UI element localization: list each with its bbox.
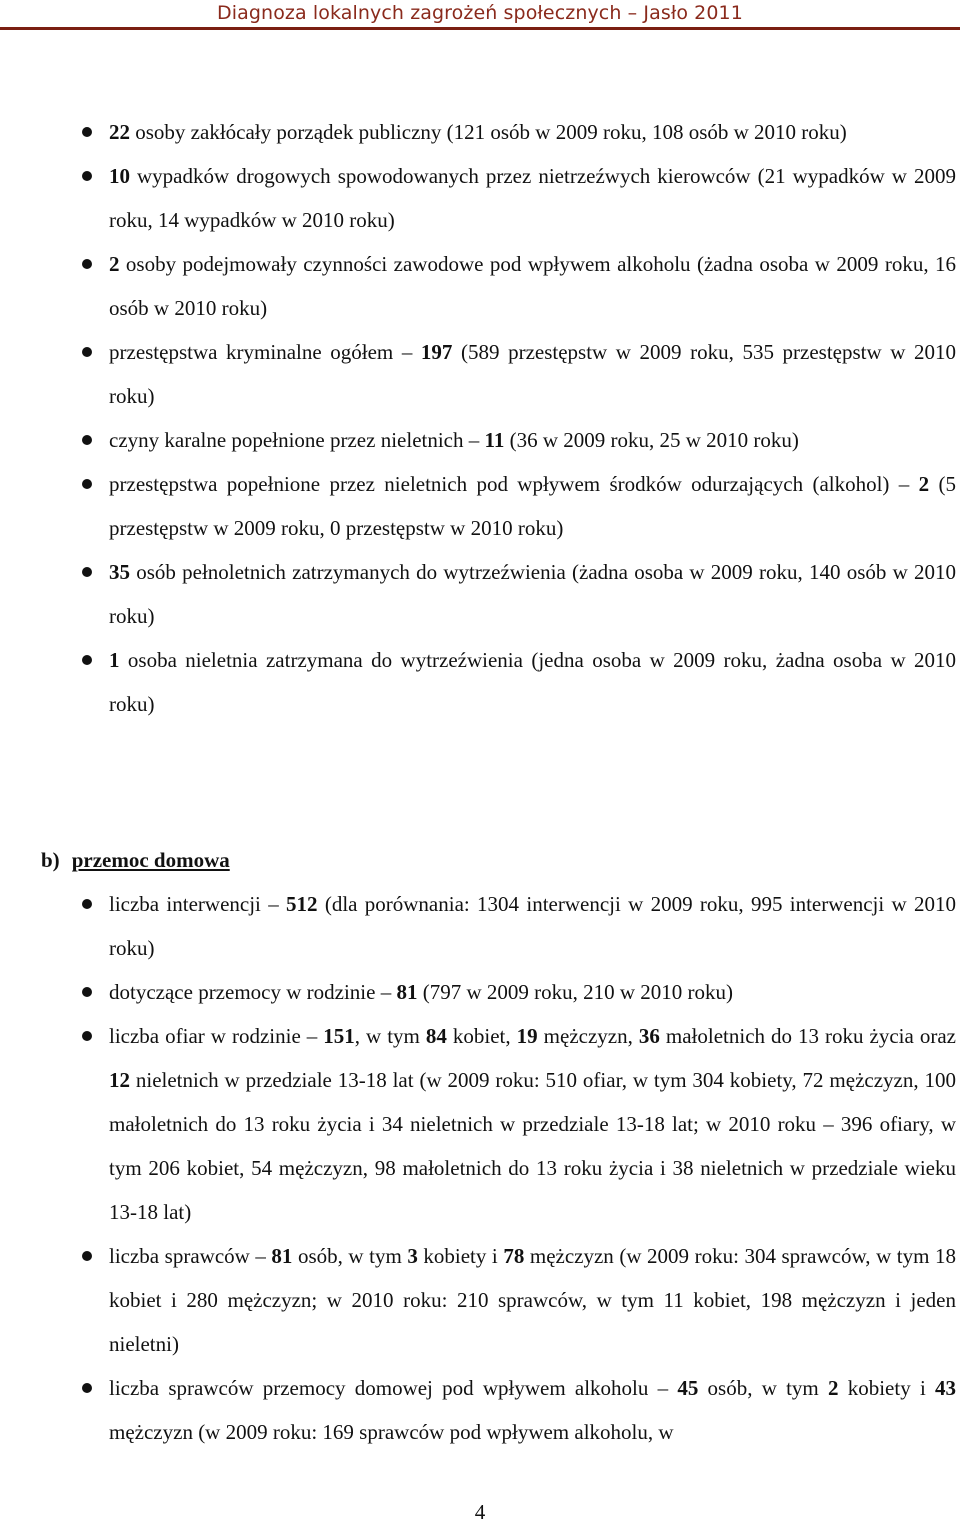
list-item bbox=[0, 1366, 960, 1454]
item-text: osoby zakłócały porządek publiczny (121 osób w 2009 roku, 108 osób w 2010 roku) bbox=[130, 120, 847, 144]
highlighted-number: 81 bbox=[396, 980, 418, 1004]
highlighted-number: 197 bbox=[420, 340, 453, 364]
item-text: przestępstwa popełnione przez nieletnich pod wpływem środków odurzających (alkohol) – bbox=[109, 472, 919, 496]
section-title: przemoc domowa bbox=[71, 848, 230, 872]
list-item bbox=[0, 638, 960, 726]
item-text: liczba interwencji – bbox=[109, 892, 287, 916]
item-text: przestępstwa kryminalne ogółem – bbox=[109, 340, 421, 364]
item-text: osób, w tym bbox=[292, 1244, 408, 1268]
bullet-icon bbox=[82, 259, 92, 269]
statistics-list bbox=[0, 110, 960, 726]
highlighted-number: 1 bbox=[109, 648, 120, 672]
highlighted-number: 10 bbox=[109, 164, 130, 188]
item-text: kobiet, bbox=[446, 1024, 517, 1048]
page-number: 4 bbox=[474, 1500, 486, 1524]
item-text: (dla porównania: 1304 interwencji w 2009 roku, 995 interwencji w 2010 roku) bbox=[109, 892, 956, 960]
highlighted-number: 45 bbox=[677, 1376, 699, 1400]
list-item bbox=[0, 418, 960, 462]
item-text: osoba nieletnia zatrzymana do wytrzeźwienia (jedna osoba w 2009 roku, żadna osoba w 2010 roku) bbox=[109, 648, 956, 716]
list-item bbox=[0, 970, 960, 1014]
highlighted-number: 2 bbox=[828, 1376, 839, 1400]
bullet-icon bbox=[82, 479, 92, 489]
item-text: mężczyzn, bbox=[537, 1024, 639, 1048]
highlighted-number: 512 bbox=[286, 892, 318, 916]
item-text: (589 przestępstw w 2009 roku, 535 przestępstw w 2010 roku) bbox=[109, 340, 956, 408]
highlighted-number: 43 bbox=[935, 1376, 956, 1400]
item-text: dotyczące przemocy w rodzinie – bbox=[109, 980, 397, 1004]
highlighted-number: 12 bbox=[109, 1068, 130, 1092]
bullet-icon bbox=[82, 655, 92, 665]
section-marker: b) bbox=[41, 848, 60, 872]
header-rule bbox=[0, 27, 960, 30]
bullet-icon bbox=[82, 347, 92, 357]
bullet-icon bbox=[82, 1251, 92, 1261]
bullet-icon bbox=[82, 567, 92, 577]
highlighted-number: 78 bbox=[503, 1244, 525, 1268]
highlighted-number: 35 bbox=[109, 560, 130, 584]
highlighted-number: 151 bbox=[323, 1024, 355, 1048]
highlighted-number: 84 bbox=[425, 1024, 447, 1048]
highlighted-number: 2 bbox=[918, 472, 930, 496]
item-text: (5 przestępstw w 2009 roku, 0 przestępstw w 2010 roku) bbox=[109, 472, 956, 540]
list-item bbox=[0, 110, 960, 154]
item-text: małoletnich do 13 roku życia oraz bbox=[659, 1024, 956, 1048]
bullet-icon bbox=[82, 171, 92, 181]
list-item bbox=[0, 882, 960, 970]
bullet-icon bbox=[82, 1031, 92, 1041]
highlighted-number: 3 bbox=[407, 1244, 418, 1268]
highlighted-number: 36 bbox=[638, 1024, 660, 1048]
list-item bbox=[0, 242, 960, 330]
item-text: czyny karalne popełnione przez nieletnich – bbox=[109, 428, 485, 452]
item-text: mężczyzn (w 2009 roku: 169 sprawców pod wpływem alkoholu, w bbox=[109, 1420, 674, 1444]
bullet-icon bbox=[82, 987, 92, 997]
list-item bbox=[0, 462, 960, 550]
item-text: nieletnich w przedziale 13-18 lat (w 2009 roku: 510 ofiar, w tym 304 kobiety, 72 mężczyzn, 100 małoletnich do 13 roku życia i 34 nieletnich w przedziale 13-18 lat; w 2010 roku – 396 ofiary, w tym 206 kobiet, 54 mężczyzn, 98 małoletnich do 13 roku życia i 38 nieletnich w przedziale wieku 13-18 lat) bbox=[109, 1068, 956, 1224]
list-item bbox=[0, 330, 960, 418]
bullet-icon bbox=[82, 899, 92, 909]
item-text: osób pełnoletnich zatrzymanych do wytrzeźwienia (żadna osoba w 2009 roku, 140 osób w 2010 roku) bbox=[109, 560, 956, 628]
bullet-icon bbox=[82, 435, 92, 445]
bullet-icon bbox=[82, 127, 92, 137]
list-item bbox=[0, 1234, 960, 1366]
item-text: liczba sprawców przemocy domowej pod wpływem alkoholu – bbox=[109, 1376, 678, 1400]
highlighted-number: 22 bbox=[109, 120, 130, 144]
highlighted-number: 2 bbox=[109, 252, 120, 276]
item-text: kobiety i bbox=[417, 1244, 504, 1268]
item-text: kobiety i bbox=[838, 1376, 935, 1400]
section-heading bbox=[41, 838, 230, 882]
item-text: osoby podejmowały czynności zawodowe pod wpływem alkoholu (żadna osoba w 2009 roku, 16 osób w 2010 roku) bbox=[109, 252, 956, 320]
item-text: wypadków drogowych spowodowanych przez nietrzeźwych kierowców (21 wypadków w 2009 roku, 14 wypadków w 2010 roku) bbox=[109, 164, 956, 232]
item-text: (36 w 2009 roku, 25 w 2010 roku) bbox=[504, 428, 799, 452]
item-text: mężczyzn (w 2009 roku: 304 sprawców, w tym 18 kobiet i 280 mężczyzn; w 2010 roku: 210 sprawców, w tym 11 kobiet, 198 mężczyzn i jeden nieletni) bbox=[109, 1244, 956, 1356]
list-item bbox=[0, 550, 960, 638]
item-text: , w tym bbox=[354, 1024, 426, 1048]
item-text: (797 w 2009 roku, 210 w 2010 roku) bbox=[417, 980, 734, 1004]
item-text: liczba ofiar w rodzinie – bbox=[109, 1024, 324, 1048]
item-text: liczba sprawców – bbox=[109, 1244, 272, 1268]
highlighted-number: 81 bbox=[271, 1244, 293, 1268]
list-item bbox=[0, 1014, 960, 1234]
highlighted-number: 19 bbox=[516, 1024, 538, 1048]
domestic-violence-list bbox=[0, 882, 960, 1454]
item-text: osób, w tym bbox=[698, 1376, 828, 1400]
running-header: Diagnoza lokalnych zagrożeń społecznych – Jasło 2011 bbox=[217, 2, 743, 24]
bullet-icon bbox=[82, 1383, 92, 1393]
list-item bbox=[0, 154, 960, 242]
highlighted-number: 11 bbox=[484, 428, 505, 452]
